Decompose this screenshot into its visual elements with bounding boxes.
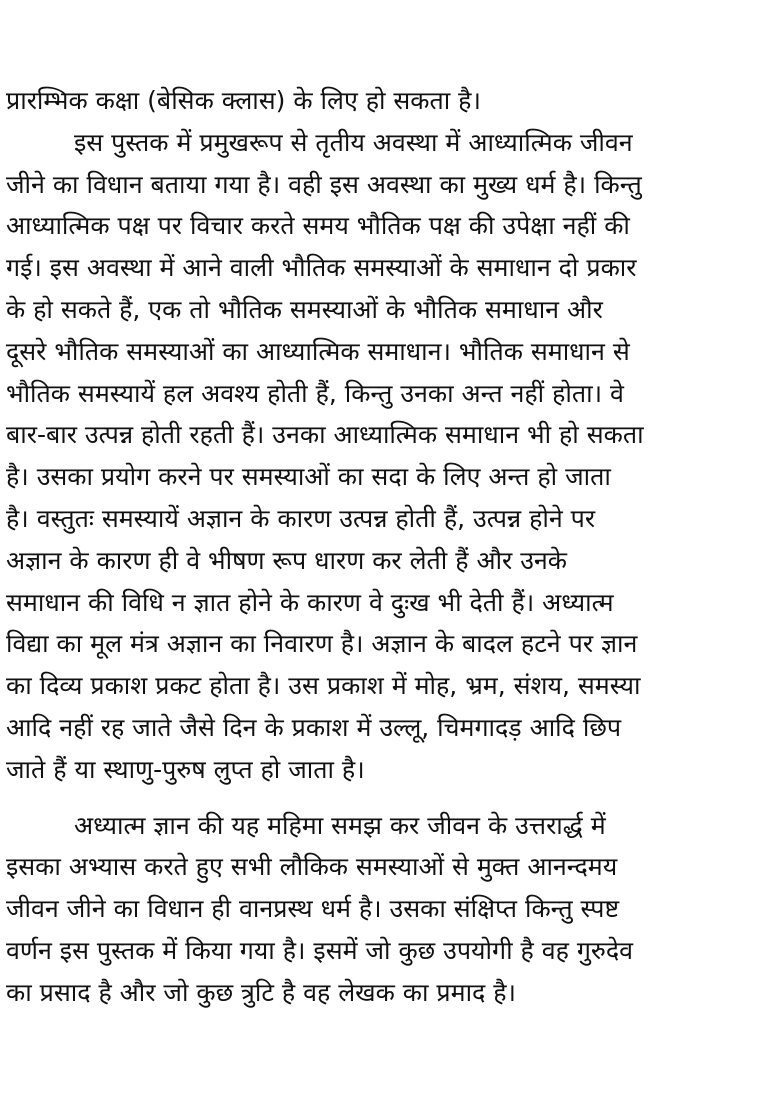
text-line: वर्णन इस पुस्तक में किया गया है। इसमें जो कुछ उपयोगी है वह गुरुदेव <box>6 935 634 965</box>
text-line: है। वस्तुतः समस्यायें अज्ञान के कारण उत्पन्न होती हैं, उत्पन्न होने पर <box>6 503 596 533</box>
text-line: का प्रसाद है और जो कुछ त्रुटि है वह लेखक का प्रमाद है। <box>6 977 517 1007</box>
text-line: इसका अभ्यास करते हुए सभी लौकिक समस्याओं से मुक्त आनन्दमय <box>6 852 618 882</box>
text-line: आध्यात्मिक पक्ष पर विचार करते समय भौतिक पक्ष की उपेक्षा नहीं की <box>6 211 630 241</box>
text-line: गई। इस अवस्था में आने वाली भौतिक समस्याओं के समाधान दो प्रकार <box>6 253 637 283</box>
text-line: जीने का विधान बताया गया है। वही इस अवस्था का मुख्य धर्म है। किन्तु <box>6 169 642 199</box>
text-line: है। उसका प्रयोग करने पर समस्याओं का सदा के लिए अन्त हो जाता <box>6 462 611 492</box>
text-line: जाते हैं या स्थाणु-पुरुष लुप्त हो जाता है। <box>6 754 365 784</box>
text-line: जीवन जीने का विधान ही वानप्रस्थ धर्म है। उसका संक्षिप्त किन्तु स्पष्ट <box>6 894 620 924</box>
text-line: समाधान की विधि न ज्ञात होने के कारण वे दुःख भी देती हैं। अध्यात्म <box>6 587 614 617</box>
body-text <box>6 80 772 1014</box>
text-line: के हो सकते हैं, एक तो भौतिक समस्याओं के भौतिक समाधान और <box>6 294 603 324</box>
text-line: विद्या का मूल मंत्र अज्ञान का निवारण है। अज्ञान के बादल हटने पर ज्ञान <box>6 629 638 659</box>
text-line: बार-बार उत्पन्न होती रहती हैं। उनका आध्यात्मिक समाधान भी हो सकता <box>6 420 644 450</box>
text-line: आदि नहीं रह जाते जैसे दिन के प्रकाश में उल्लू, चिमगादड़ आदि छिप <box>6 712 622 742</box>
paragraph-start-line: अध्यात्म ज्ञान की यह महिमा समझ कर जीवन के उत्तरार्द्ध में <box>74 810 606 840</box>
text-line: भौतिक समस्यायें हल अवश्य होती हैं, किन्तु उनका अन्त नहीं होता। वे <box>6 378 624 408</box>
text-line: दूसरे भौतिक समस्याओं का आध्यात्मिक समाधान। भौतिक समाधान से <box>6 336 630 366</box>
text-line: प्रारम्भिक कक्षा (बेसिक क्लास) के लिए हो सकता है। <box>6 86 481 115</box>
text-line: का दिव्य प्रकाश प्रकट होता है। उस प्रकाश में मोह, भ्रम, संशय, समस्या <box>6 671 641 701</box>
paragraph-start-line: इस पुस्तक में प्रमुखरूप से तृतीय अवस्था में आध्यात्मिक जीवन <box>74 127 633 157</box>
text-line: अज्ञान के कारण ही वे भीषण रूप धारण कर लेती हैं और उनके <box>6 545 567 575</box>
